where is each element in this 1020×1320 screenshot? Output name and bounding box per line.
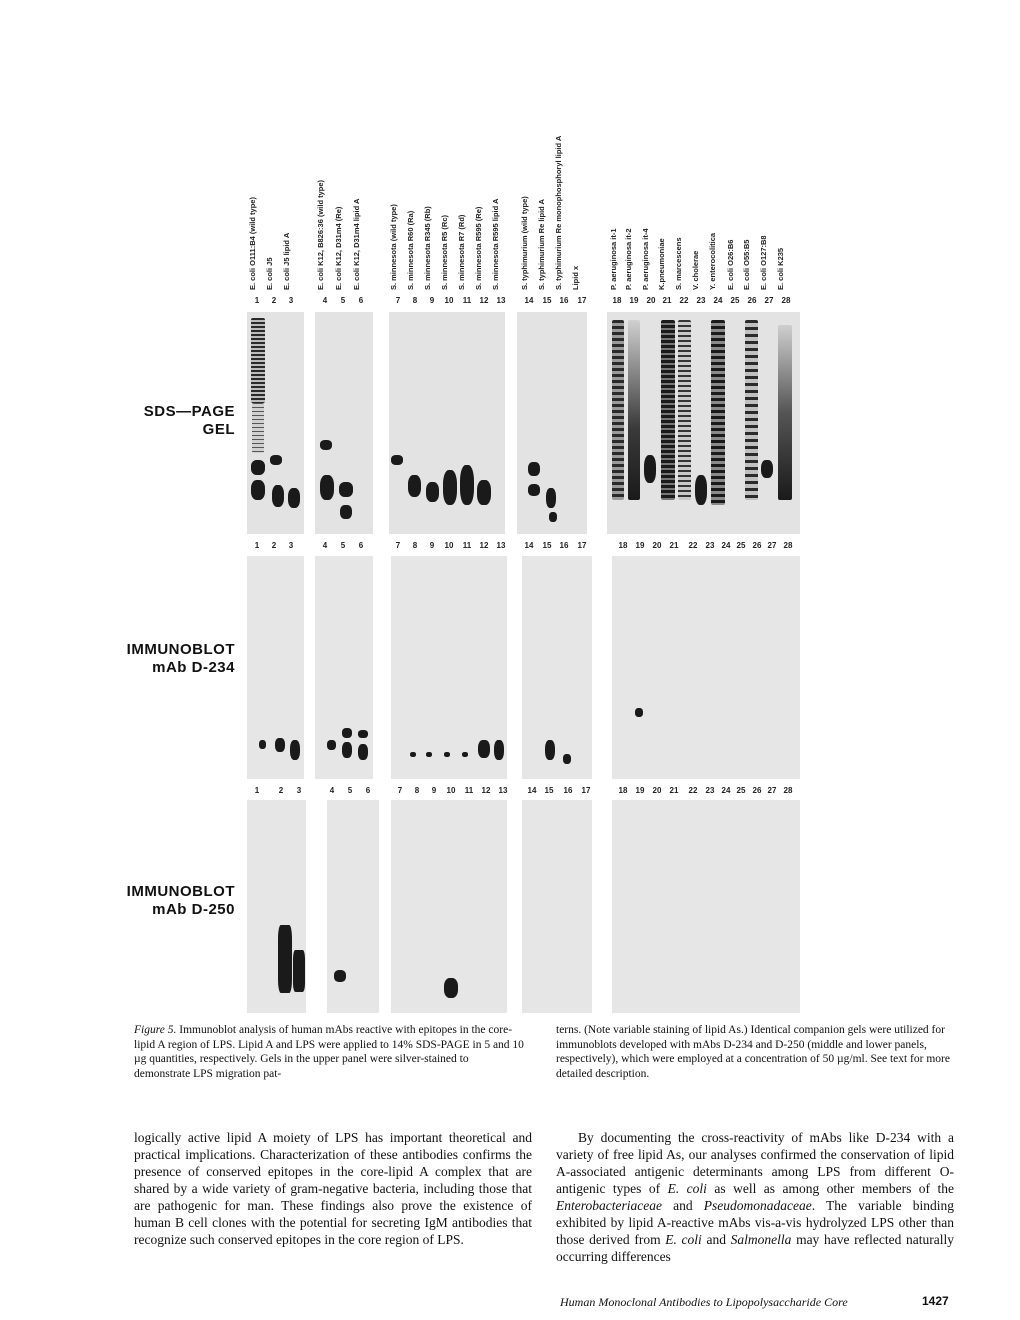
- lane-number: 4: [329, 786, 335, 795]
- lane-number: 7: [397, 786, 403, 795]
- lane-number: 2: [278, 786, 284, 795]
- lane-label: E. coli O111:B4 (wild type): [248, 197, 257, 290]
- lane-label: P. aeruginosa it-1: [609, 228, 618, 290]
- lane-number: 9: [429, 296, 435, 305]
- lane-number: 26: [752, 786, 762, 795]
- band: [340, 505, 352, 519]
- band: [275, 738, 285, 752]
- gel-block: [522, 800, 592, 1013]
- band: [426, 482, 439, 502]
- lane-label: S. minnesota R595 lipid A: [491, 198, 500, 290]
- lane-label: K.pneumoniae: [657, 238, 666, 290]
- lane-number: 1: [254, 541, 260, 550]
- band: [251, 480, 265, 500]
- band: [444, 752, 450, 757]
- band: [259, 740, 266, 749]
- lane-number: 13: [498, 786, 508, 795]
- band: [426, 752, 432, 757]
- lane-number: 8: [412, 296, 418, 305]
- lane-number: 25: [736, 541, 746, 550]
- lane-number: 5: [340, 296, 346, 305]
- lane-label: E. coli K12, D31m4 (Re): [334, 206, 343, 290]
- gel-block: [327, 800, 379, 1013]
- band: [546, 488, 556, 508]
- gel-block: [315, 312, 373, 534]
- lane-number: 6: [365, 786, 371, 795]
- band: [549, 512, 557, 522]
- lane-number: 26: [752, 541, 762, 550]
- lane-label: P. aeruginosa it-2: [624, 228, 633, 290]
- gel-block: [522, 556, 592, 779]
- lane-number: 11: [464, 786, 474, 795]
- lane-number: 22: [688, 541, 698, 550]
- lane-number: 25: [736, 786, 746, 795]
- lane-number: 9: [431, 786, 437, 795]
- lane-label: S. marcescens: [674, 237, 683, 290]
- lane-number: 18: [612, 296, 622, 305]
- band: [391, 455, 403, 465]
- lane-number: 28: [783, 786, 793, 795]
- lane-label: S. minnesota R60 (Ra): [406, 210, 415, 290]
- band: [635, 708, 643, 717]
- lane-number: 16: [559, 541, 569, 550]
- lane-number: 27: [767, 786, 777, 795]
- gel-block: [612, 556, 800, 779]
- lane-number: 12: [479, 296, 489, 305]
- lane-label: E. coli J5 lipid A: [282, 232, 291, 290]
- lane-label: S. minnesota (wild type): [389, 204, 398, 290]
- gel-ladder: [711, 320, 725, 505]
- lane-number: 27: [764, 296, 774, 305]
- lane-number: 4: [322, 296, 328, 305]
- band: [761, 460, 773, 478]
- band: [478, 740, 490, 758]
- lane-number: 25: [730, 296, 740, 305]
- lane-number: 15: [544, 786, 554, 795]
- band: [251, 460, 265, 475]
- gel-ladder: [661, 320, 675, 500]
- gel-ladder: [251, 318, 265, 403]
- band: [278, 925, 292, 993]
- lane-label: E. coli O55:B5: [742, 239, 751, 290]
- lane-number: 14: [527, 786, 537, 795]
- body-text-right-column: By documenting the cross-reactivity of mAbs like D-234 with a variety of free lipid As, our analyses confirmed the conservation of lipid A-associated antigenic determinants among LPS from different O-antigenic types of E. coli as well as among other members of the Enterobacteriaceae and Pseudomonadaceae. The variable binding exhibited by lipid A-reactive mAbs vis-a-vis hydrolyzed LPS other than those derived from E. coli and Salmonella may have reflected naturally occurring differences: [556, 1130, 955, 1264]
- lane-number: 22: [688, 786, 698, 795]
- lane-number: 26: [747, 296, 757, 305]
- panel-label-sds-page: SDS—PAGE GEL: [143, 403, 235, 438]
- lane-number: 24: [721, 786, 731, 795]
- lane-label: S. minnesota R5 (Rc): [440, 214, 449, 290]
- gel-ladder: [745, 320, 758, 500]
- lane-number: 21: [662, 296, 672, 305]
- band: [342, 742, 352, 758]
- lane-number: 11: [462, 541, 472, 550]
- lane-number: 15: [542, 296, 552, 305]
- band: [443, 470, 457, 505]
- lane-number: 13: [496, 296, 506, 305]
- body-text-left-column: logically active lipid A moiety of LPS has important theoretical and practical implications. Characterization of these antibodies confirms the presence of conserved epitopes in the core-lipid A complex that are shared by a wide variety of gram-negative bacteria, including those that are pathogenic for man. These findings also prove the existence of human B cell clones with the potential for secreting IgM antibodies that recognize such conserved epitopes in the core region of LPS.: [134, 1130, 532, 1247]
- panel-label-immunoblot-d250: IMMUNOBLOT mAb D-250: [126, 883, 235, 918]
- lane-label: V. cholerae: [691, 250, 700, 290]
- lane-number: 20: [646, 296, 656, 305]
- lane-number: 7: [395, 296, 401, 305]
- lane-number: 6: [358, 541, 364, 550]
- lane-number: 2: [271, 296, 277, 305]
- figure-caption-left: Figure 5. Immunoblot analysis of human mAbs reactive with epitopes in the core-lipid A region of LPS. Lipid A and LPS were applied to 14% SDS-PAGE in 5 and 10 µg quantities, respectively. Gels in the upper panel were silver-stained to demonstrate LPS migration pat-: [134, 1024, 524, 1080]
- lane-number: 5: [347, 786, 353, 795]
- lane-label: S. minnesota R7 (Rd): [457, 214, 466, 290]
- lane-label: Y. enterocolitica: [708, 232, 717, 290]
- lane-number: 12: [481, 786, 491, 795]
- page-number: 1427: [922, 1294, 949, 1308]
- lane-number: 3: [288, 296, 294, 305]
- lane-label: P. aeruginosa it-4: [641, 228, 650, 290]
- lane-label: S. minnesota R345 (Rb): [423, 206, 432, 290]
- lane-number: 6: [358, 296, 364, 305]
- band: [320, 440, 332, 450]
- lane-number: 14: [524, 541, 534, 550]
- lane-number: 23: [696, 296, 706, 305]
- band: [477, 480, 491, 505]
- lane-number: 19: [629, 296, 639, 305]
- lane-number: 5: [340, 541, 346, 550]
- lane-number: 17: [577, 296, 587, 305]
- band: [460, 465, 474, 505]
- gel-ladder: [612, 320, 624, 500]
- lane-label: E. coli O127:B8: [759, 235, 768, 290]
- lane-label: E. coli K12, B826:36 (wild type): [316, 179, 325, 290]
- gel-block: [612, 800, 800, 1013]
- lane-number: 7: [395, 541, 401, 550]
- band: [358, 730, 368, 738]
- lane-label: S. typhimurium Re lipid A: [537, 199, 546, 290]
- lane-number: 23: [705, 541, 715, 550]
- lane-number: 18: [618, 541, 628, 550]
- lane-number: 15: [542, 541, 552, 550]
- lane-number: 8: [412, 541, 418, 550]
- lane-number: 24: [713, 296, 723, 305]
- lane-number: 27: [767, 541, 777, 550]
- lane-number: 17: [577, 541, 587, 550]
- lane-number: 21: [669, 541, 679, 550]
- lane-number: 12: [479, 541, 489, 550]
- band: [494, 740, 504, 760]
- lane-number: 21: [669, 786, 679, 795]
- lane-number: 19: [635, 786, 645, 795]
- lane-number: 16: [563, 786, 573, 795]
- lane-number: 24: [721, 541, 731, 550]
- lane-number: 20: [652, 786, 662, 795]
- band: [358, 744, 368, 760]
- lane-label: E. coli K235: [776, 247, 785, 290]
- band: [342, 728, 352, 738]
- lane-number: 10: [444, 296, 454, 305]
- gel-ladder: [678, 320, 691, 500]
- band: [644, 455, 656, 483]
- lane-number: 8: [414, 786, 420, 795]
- lane-number: 17: [581, 786, 591, 795]
- band: [288, 488, 300, 508]
- running-title: Human Monoclonal Antibodies to Lipopolysaccharide Core: [560, 1295, 848, 1309]
- band: [528, 484, 540, 496]
- band: [410, 752, 416, 757]
- lane-number: 20: [652, 541, 662, 550]
- lane-number: 28: [783, 541, 793, 550]
- lane-label: Lipid x: [571, 265, 580, 290]
- gel-smear: [628, 320, 640, 500]
- lane-number: 9: [429, 541, 435, 550]
- lane-number: 10: [446, 786, 456, 795]
- lane-number: 10: [444, 541, 454, 550]
- band: [327, 740, 336, 750]
- band: [320, 475, 334, 500]
- gel-ladder: [252, 403, 264, 453]
- lane-number: 14: [524, 296, 534, 305]
- lane-number: 19: [635, 541, 645, 550]
- lane-number: 13: [496, 541, 506, 550]
- lane-number: 28: [781, 296, 791, 305]
- lane-number: 16: [559, 296, 569, 305]
- band: [462, 752, 468, 757]
- gel-smear: [778, 325, 792, 500]
- band: [334, 970, 346, 982]
- lane-number: 23: [705, 786, 715, 795]
- band: [695, 475, 707, 505]
- band: [272, 485, 284, 507]
- figure-caption-right: terns. (Note variable staining of lipid As.) Identical companion gels were utilized for immunoblots developed with mAbs D-234 and D-250 (middle and lower panels, respectively), which were employed at a concentration of 50 µg/ml. See text for more detailed description.: [556, 1024, 950, 1080]
- panel-label-immunoblot-d234: IMMUNOBLOT mAb D-234: [126, 641, 235, 676]
- band: [270, 455, 282, 465]
- band: [444, 978, 458, 998]
- band: [408, 475, 421, 497]
- band: [528, 462, 540, 476]
- lane-number: 2: [271, 541, 277, 550]
- lane-number: 3: [288, 541, 294, 550]
- band: [293, 950, 305, 992]
- band: [290, 740, 300, 760]
- lane-label: S. typhimurium Re monophosphoryl lipid A: [554, 135, 563, 290]
- lane-label: E. coli O26:B6: [726, 239, 735, 290]
- lane-number: 22: [679, 296, 689, 305]
- lane-label: S. typhimurium (wild type): [520, 196, 529, 290]
- lane-number: 11: [462, 296, 472, 305]
- lane-number: 3: [296, 786, 302, 795]
- lane-number: 1: [254, 786, 260, 795]
- lane-label: E. coli K12, D31m4 lipid A: [352, 198, 361, 290]
- band: [563, 754, 571, 764]
- lane-number: 4: [322, 541, 328, 550]
- band: [339, 482, 353, 497]
- lane-label: S. minnesota R595 (Re): [474, 206, 483, 290]
- lane-number: 1: [254, 296, 260, 305]
- band: [545, 740, 555, 760]
- lane-number: 18: [618, 786, 628, 795]
- lane-label: E. coli J5: [265, 257, 274, 290]
